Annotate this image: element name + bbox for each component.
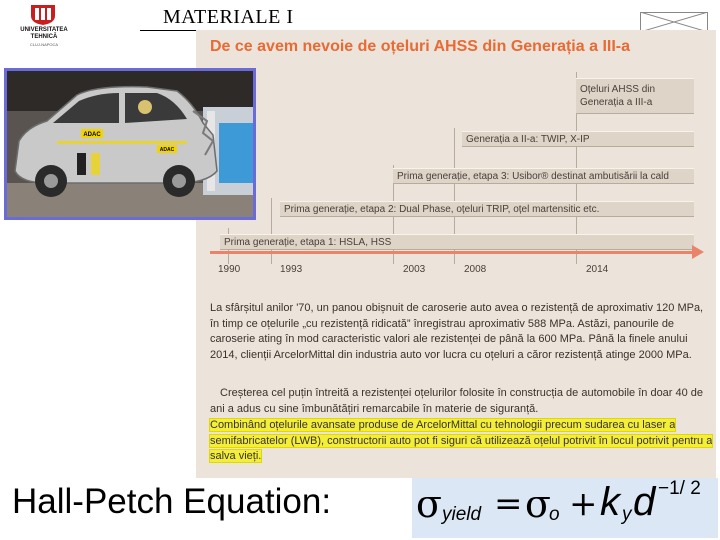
crash-test-image [7, 71, 253, 217]
car-label: ADAC [159, 147, 175, 153]
paragraph-safety-improvement: Creșterea cel puțin întreită a rezistenței oțelurilor folosite în construcția de automobile în doar 40 de ani a adus cu sine îmbunătățiri remarcabile în materie de siguranță. [210, 387, 704, 415]
slide-title: MATERIALE I [163, 6, 294, 28]
y-subscript: y [622, 504, 632, 525]
brochure-heading: De ce avem nevoie de oțeluri AHSS din Generația a III-a [210, 38, 630, 55]
timeline-bar-gen1-stage3: Prima generație, etapa 3: Usibor® destinat ambutisării la cald [393, 168, 694, 184]
timeline-bar-gen3 [576, 78, 694, 114]
brochure-page [196, 30, 716, 478]
year-label: 2008 [464, 264, 487, 275]
k-variable: k [600, 480, 620, 524]
d-variable: d [633, 480, 656, 524]
timeline-arrow-icon [692, 245, 704, 259]
sigma-symbol: σ [525, 482, 551, 526]
o-subscript: o [549, 504, 560, 525]
crash-test-photo [4, 68, 256, 220]
sigma-symbol: σ [416, 482, 442, 526]
car-label: ADAC [83, 132, 101, 138]
plus-sign: + [569, 484, 598, 524]
paragraph-strength-history: La sfârșitul anilor '70, un panou obișnuit de caroserie auto avea o rezistență de aproximativ 120 MPa, în timp ce oțelurile „cu rezistență ridicată” înregistrau aproximativ 588 MPa. Astăzi, panourile de caroserie ating în mod caracteristic valori ale rezistenței de până la 600 MPa. Până la finele anului 2014, clienții ArcelorMittal din industria auto vor lucra cu oțeluri a căror rezistență atinge 2000 MPa. [210, 302, 704, 361]
shield-icon [30, 4, 56, 26]
timeline-bar-gen1-stage2: Prima generație, etapa 2: Dual Phase, oțeluri TRIP, oțel martensitic etc. [280, 201, 694, 217]
hall-petch-formula [412, 478, 718, 538]
university-city: CLUJ-NAPOCA [29, 42, 59, 47]
yield-subscript: yield [442, 504, 482, 525]
year-label: 1993 [280, 264, 303, 275]
year-label: 1990 [218, 264, 241, 275]
university-name [4, 27, 84, 41]
university-name-line-2: TEHNICĂ [30, 34, 58, 40]
timeline-marker-1993 [271, 198, 272, 264]
university-name-line-1: UNIVERSITATEA [20, 27, 68, 33]
timeline-bar-gen2: Generația a II-a: TWIP, X-IP [462, 131, 694, 147]
timeline-axis [210, 251, 695, 254]
paragraph-laser-welding [210, 418, 715, 465]
timeline-bar-gen1-stage1: Prima generație, etapa 1: HSLA, HSS [220, 234, 694, 250]
university-logo [4, 4, 84, 50]
equals-sign: = [494, 484, 523, 524]
timeline-bar-gen3-label: Oțeluri AHSS din Generația a III-a [580, 84, 656, 108]
exponent: −1/ 2 [658, 478, 701, 499]
hall-petch-label: Hall-Petch Equation: [12, 482, 332, 521]
year-label: 2014 [586, 264, 609, 275]
year-label: 2003 [403, 264, 426, 275]
highlighted-text: Combinând oțelurile avansate produse de ArcelorMittal cu tehnologii precum sudarea cu laser a semifabricatelor (LWB), constructorii auto pot fi siguri că utilizează oțelul potrivit în locul potrivit pentru a salva vieți. [210, 419, 713, 462]
crossed-box-icon [640, 12, 708, 32]
